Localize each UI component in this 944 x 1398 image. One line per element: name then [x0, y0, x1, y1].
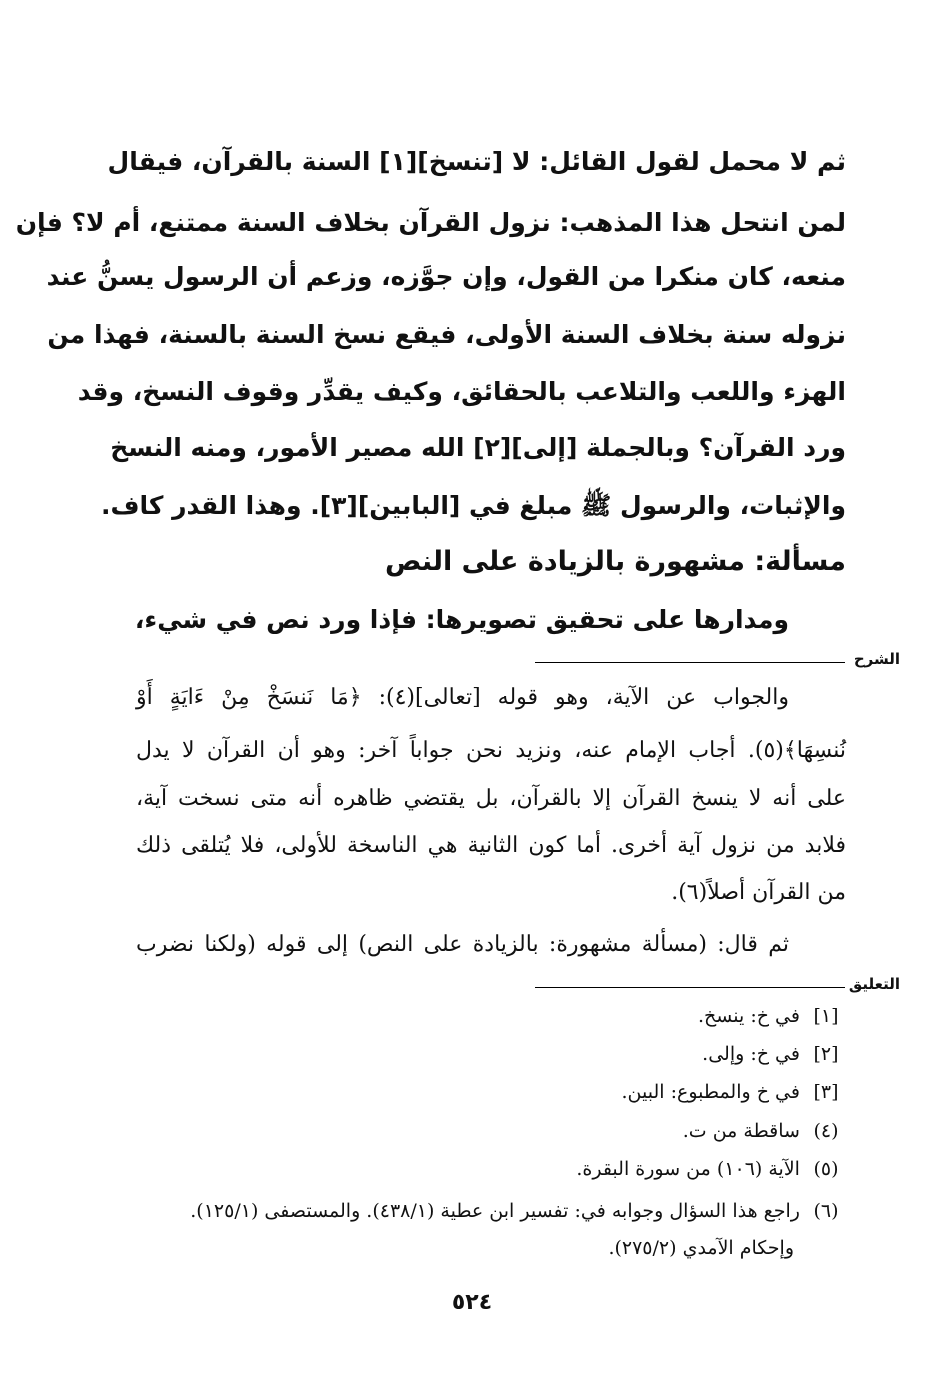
footnote-3: [126, 1081, 846, 1103]
footnote-2: [126, 1043, 846, 1065]
footnote-6-continuation: وإحكام الآمدي (٢٧٥/٢).: [608, 1237, 794, 1259]
footnote-text: راجع هذا السؤال وجوابه في: تفسير ابن عطية (٤٣٨/١). والمستصفى (١٢٥/١).: [190, 1200, 800, 1222]
sharh-divider: [535, 662, 845, 663]
matn-line-6: ورد القرآن؟ وبالجملة [إلى][٢] الله مصير الأمور، ومنه النسخ: [110, 433, 846, 462]
matn-line-7: والإثبات، والرسول ﷺ مبلغ في [البابين][٣]. وهذا القدر كاف.: [100, 491, 846, 520]
footnote-number: (٤): [813, 1120, 839, 1142]
sharh-line-3: على أنه لا ينسخ القرآن إلا بالقرآن، بل يقتضي ظاهره أنه متى نسخت آية،: [136, 786, 846, 811]
footnote-1: [126, 1005, 846, 1027]
sharh-line-2: نُنسِهَا﴾(٥). أجاب الإمام عنه، ونزيد نحن جواباً آخر: وهو أن القرآن لا يدل: [136, 738, 846, 763]
footnote-text: في خ: ينسخ.: [698, 1005, 800, 1027]
footnote-number: (٦): [813, 1200, 839, 1222]
footnote-text: الآية (١٠٦) من سورة البقرة.: [576, 1158, 800, 1180]
sharh-line-5: من القرآن أصلاً(٦).: [671, 880, 846, 905]
matn-line-8: ومدارها على تحقيق تصويرها: فإذا ورد نص في شيء،: [134, 605, 789, 634]
footnote-6: [126, 1200, 846, 1222]
taaliq-label: التعليق: [848, 975, 900, 993]
section-heading: مسألة: مشهورة بالزيادة على النص: [385, 546, 846, 577]
sharh-line-1: والجواب عن الآية، وهو قوله [تعالى](٤): ﴿مَا نَنسَخْ مِنْ ءَايَةٍ أَوْ: [136, 685, 789, 710]
taaliq-divider: [535, 987, 845, 988]
matn-line-1: ثم لا محمل لقول القائل: لا [تنسخ][١] السنة بالقرآن، فيقال: [107, 147, 846, 176]
page-number: ٥٢٤: [451, 1290, 493, 1315]
sharh-line-4: فلابد من نزول آية أخرى. أما كون الثانية هي الناسخة للأولى، فلا يُتلقى ذلك: [136, 833, 846, 858]
footnote-number: (٥): [813, 1158, 839, 1180]
matn-line-5: الهزء واللعب والتلاعب بالحقائق، وكيف يقدِّر وقوف النسخ، وقد: [77, 377, 846, 406]
footnote-text: في خ والمطبوع: البين.: [621, 1081, 800, 1103]
sharh-label: الشرح: [853, 650, 900, 668]
matn-line-3: منعه، كان منكرا من القول، وإن جوَّزه، وزعم أن الرسول يسنُّ عند: [46, 262, 846, 291]
footnote-number: [٢]: [813, 1043, 839, 1065]
sharh-line-6: ثم قال: (مسألة مشهورة: بالزيادة على النص) إلى قوله (ولكنا نضرب: [136, 932, 789, 957]
matn-line-4: نزوله سنة بخلاف السنة الأولى، فيقع نسخ السنة بالسنة، فهذا من: [47, 320, 846, 349]
footnote-text: ساقطة من ت.: [682, 1120, 800, 1142]
footnote-number: [٣]: [813, 1081, 839, 1103]
matn-line-2: لمن انتحل هذا المذهب: نزول القرآن بخلاف السنة ممتنع، أم لا؟ فإن: [15, 208, 846, 237]
footnote-4: [126, 1120, 846, 1142]
footnote-text: في خ: وإلى.: [702, 1043, 800, 1065]
footnote-5: [126, 1158, 846, 1180]
footnote-number: [١]: [813, 1005, 839, 1027]
